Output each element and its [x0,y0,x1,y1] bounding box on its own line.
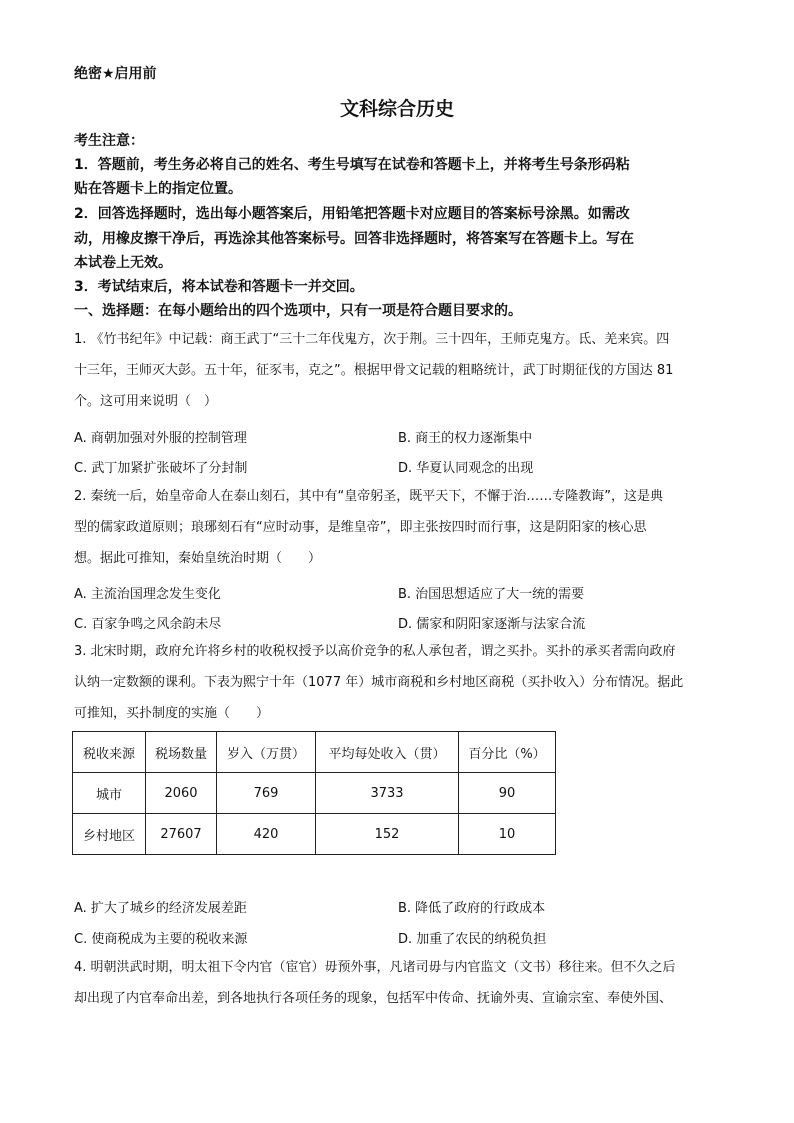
table-cell: 420 [217,814,316,855]
table-header-cell: 岁入（万贯） [217,732,316,773]
table-cell: 3733 [316,773,459,814]
question-1-line-3: 个。这可用来说明（ ） [74,394,218,409]
question-1-option-d: D. 华夏认同观念的出现 [398,461,534,476]
notice-item-1-line-1: 1．答题前，考生务必将自己的姓名、考生号填写在试卷和答题卡上，并将考生号条形码粘 [74,157,630,173]
page-title: 文科综合历史 [339,98,454,120]
table-row [73,773,556,814]
table-header-cell: 税收来源 [73,732,146,773]
question-2-option-c: C. 百家争鸣之风余韵未尽 [74,617,222,632]
notice-item-2-line-1: 2．回答选择题时，选出每小题答案后，用铅笔把答题卡对应题目的答案标号涂黑。如需改 [74,206,630,222]
question-2-option-a: A. 主流治国理念发生变化 [74,587,221,602]
question-3-option-c: C. 使商税成为主要的税收来源 [74,932,248,947]
table-header-cell: 平均每处收入（贯） [316,732,459,773]
question-2-option-b: B. 治国思想适应了大一统的需要 [398,587,585,602]
section-heading: 一、选择题：在每小题给出的四个选项中，只有一项是符合题目要求的。 [74,303,522,319]
question-4-line-2: 却出现了内官奉命出差，到各地执行各项任务的现象，包括军中传命、抚谕外夷、宣谕宗室、奉使外国、 [74,991,673,1006]
question-4-line-1: 4. 明朝洪武时期，明太祖下令内官（宦官）毋预外事，凡诸司毋与内官监文（文书）移往来。但不久之后 [74,960,676,975]
notice-item-3: 3．考试结束后，将本试卷和答题卡一并交回。 [74,279,364,295]
question-3-option-a: A. 扩大了城乡的经济发展差距 [74,901,247,916]
table-cell: 10 [459,814,556,855]
table-cell: 乡村地区 [73,814,146,855]
question-2-option-d: D. 儒家和阴阳家逐渐与法家合流 [398,617,586,632]
question-1-line-1: 1. 《竹书纪年》中记载：商王武丁“三十二年伐鬼方，次于荆。三十四年，王师克鬼方。氐、羌来宾。四 [74,332,670,347]
table-header-cell: 税场数量 [146,732,217,773]
question-1-option-b: B. 商王的权力逐渐集中 [398,431,533,446]
tax-table [72,731,556,855]
question-2-line-2: 型的儒家政道原则；琅琊刻石有“应时动事，是维皇帝”，即主张按四时而行事，这是阴阳家的核心思 [74,520,647,535]
question-3-option-d: D. 加重了农民的纳税负担 [398,932,547,947]
table-cell: 90 [459,773,556,814]
question-2-line-3: 想。据此可推知，秦始皇统治时期（ ） [74,551,322,566]
question-1-option-a: A. 商朝加强对外服的控制管理 [74,431,247,446]
question-1-option-c: C. 武丁加紧扩张破坏了分封制 [74,461,248,476]
question-3-line-2: 认纳一定数额的课利。下表为熙宁十年（1077 年）城市商税和乡村地区商税（买扑收入）分布情况。据此 [74,675,684,690]
table-row [73,814,556,855]
table-cell: 769 [217,773,316,814]
question-3-line-3: 可推知，买扑制度的实施（ ） [74,706,270,721]
question-3-option-b: B. 降低了政府的行政成本 [398,901,546,916]
table-cell: 152 [316,814,459,855]
question-3-line-1: 3. 北宋时期，政府允许将乡村的收税权授予以高价竞争的私人承包者，谓之买扑。买扑的承买者需向政府 [74,644,676,659]
notice-item-2-line-3: 本试卷上无效。 [74,255,172,271]
table-cell: 2060 [146,773,217,814]
question-2-line-1: 2. 秦统一后，始皇帝命人在泰山刻石，其中有“皇帝躬圣，既平天下，不懈于治……专隆教诲”，这是典 [74,489,664,504]
question-1-line-2: 十三年，王师灭大彭。五十年，征豕韦，克之”。根据甲骨文记载的粗略统计，武丁时期征伐的方国达 81 [74,363,674,378]
table-header-cell: 百分比（%） [459,732,556,773]
table-header-row [73,732,556,773]
table-cell: 27607 [146,814,217,855]
table-cell: 城市 [73,773,146,814]
notice-heading: 考生注意： [74,133,144,149]
notice-item-1-line-2: 贴在答题卡上的指定位置。 [74,181,242,197]
notice-item-2-line-2: 动，用橡皮擦干净后，再选涂其他答案标号。回答非选择题时，将答案写在答题卡上。写在 [74,231,634,247]
confidential-label: 绝密★启用前 [74,66,157,82]
